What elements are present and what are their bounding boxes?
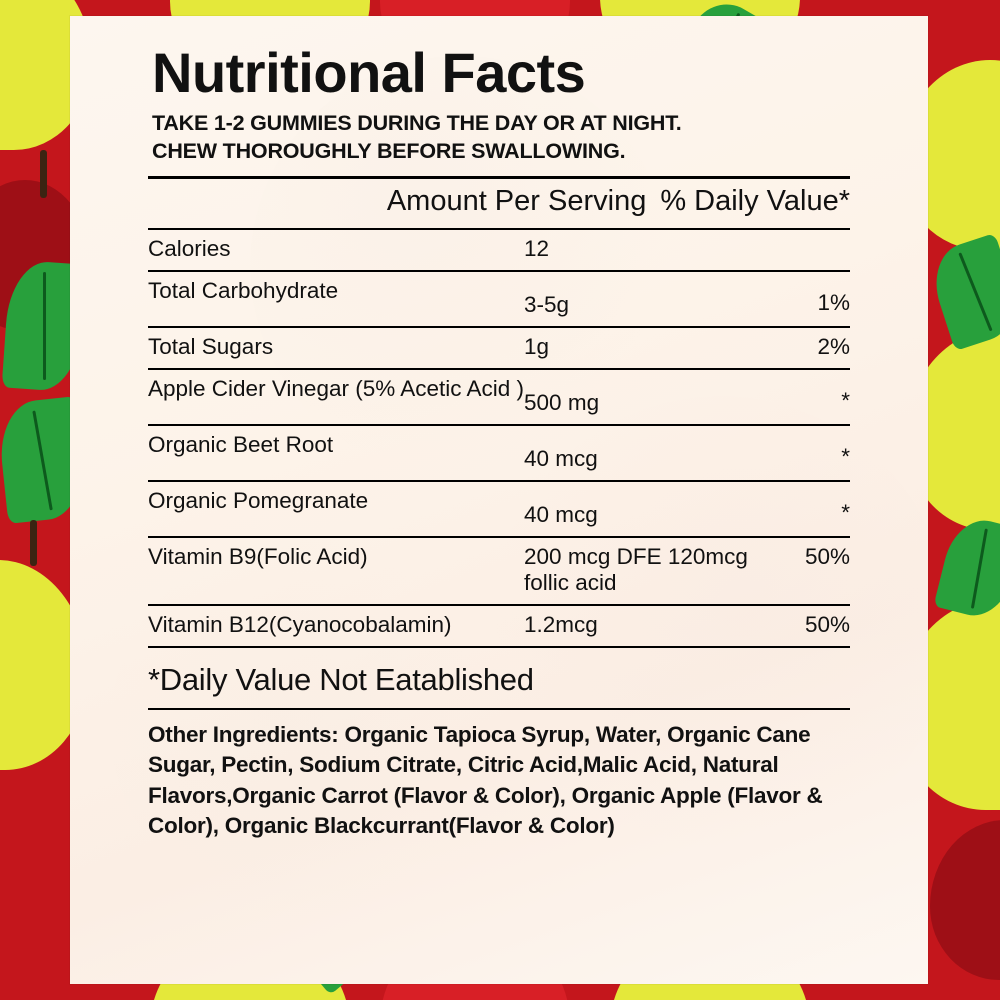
divider-top	[148, 176, 850, 179]
header-daily-value: % Daily Value*	[660, 184, 850, 217]
divider-above-ingredients	[148, 708, 850, 710]
row-daily-value: 2%	[780, 327, 850, 369]
table-row	[148, 605, 850, 647]
other-ingredients-text: Other Ingredients: Organic Tapioca Syrup, Water, Organic Cane Sugar, Pectin, Sodium Citrate, Citric Acid,Malic Acid, Natural Flavors,Organic Carrot (Flavor & Color), Organic Apple (Flavor & Color), Organic Blackcurrant(Flavor & Color)	[148, 721, 823, 839]
table-row	[148, 425, 850, 481]
row-daily-value	[780, 230, 850, 271]
leaf-shape	[933, 513, 1000, 623]
row-amount: 1g	[524, 327, 780, 369]
row-amount: 12	[524, 230, 780, 271]
row-daily-value: *	[780, 481, 850, 537]
label-card	[70, 16, 928, 984]
apple-shape	[930, 820, 1000, 980]
row-name: Apple Cider Vinegar (5% Acetic Acid )	[148, 369, 524, 425]
row-name: Total Sugars	[148, 327, 524, 369]
table-row	[148, 271, 850, 327]
table-row	[148, 537, 850, 605]
row-name: Vitamin B9(Folic Acid)	[148, 537, 524, 605]
nutrition-panel	[70, 16, 928, 984]
row-amount: 200 mcg DFE 120mcg follic acid	[524, 537, 780, 605]
row-amount: 3-5g	[524, 271, 780, 327]
row-daily-value: *	[780, 369, 850, 425]
row-amount: 40 mcg	[524, 425, 780, 481]
row-daily-value: 1%	[780, 271, 850, 327]
row-name: Organic Beet Root	[148, 425, 524, 481]
stem-shape	[30, 520, 37, 566]
daily-value-footnote: *Daily Value Not Eatablished	[148, 661, 534, 697]
table-row	[148, 327, 850, 369]
facts-header-row	[148, 185, 850, 218]
row-amount: 1.2mcg	[524, 605, 780, 647]
row-name: Total Carbohydrate	[148, 271, 524, 327]
header-amount-per-serving: Amount Per Serving	[386, 184, 647, 217]
directions-text	[152, 109, 866, 166]
directions-line-1: TAKE 1-2 GUMMIES DURING THE DAY OR AT NIGHT.	[152, 110, 682, 135]
row-name: Calories	[148, 230, 524, 271]
row-daily-value: *	[780, 425, 850, 481]
row-amount: 40 mcg	[524, 481, 780, 537]
stem-shape	[40, 150, 47, 198]
row-name: Organic Pomegranate	[148, 481, 524, 537]
table-row	[148, 369, 850, 425]
directions-line-2: CHEW THOROUGHLY BEFORE SWALLOWING.	[152, 139, 626, 164]
row-name: Vitamin B12(Cyanocobalamin)	[148, 605, 524, 647]
leaf-shape	[924, 233, 1000, 351]
nutrition-facts-table	[148, 230, 850, 648]
page-title: Nutritional Facts	[152, 41, 586, 104]
row-amount: 500 mg	[524, 369, 780, 425]
row-daily-value: 50%	[780, 605, 850, 647]
table-row	[148, 230, 850, 271]
table-row	[148, 481, 850, 537]
row-daily-value: 50%	[780, 537, 850, 605]
